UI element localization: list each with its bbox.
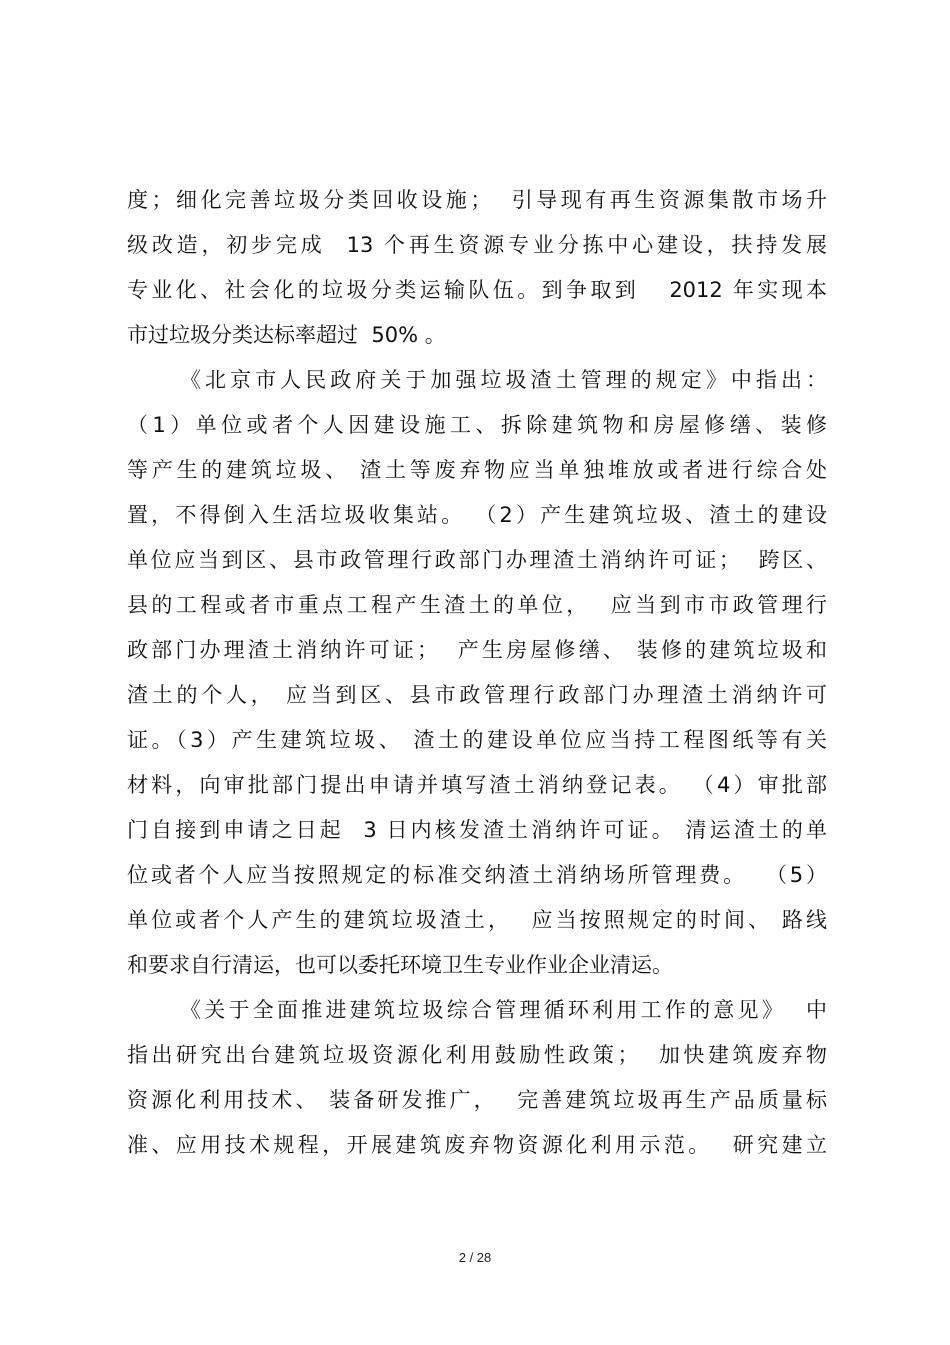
text-line: 政部门办理渣土消纳许可证； 产生房屋修缮、 装修的建筑垃圾和 bbox=[127, 638, 827, 662]
text-line: 指出研究出台建筑垃圾资源化利用鼓励性政策； 加快建筑废弃物 bbox=[127, 1043, 827, 1067]
text-line: 等产生的建筑垃圾、 渣土等废弃物应当单独堆放或者进行综合处 bbox=[127, 458, 827, 482]
text-line: 资源化利用技术、 装备研发推广， 完善建筑垃圾再生产品质量标 bbox=[127, 1088, 827, 1112]
text-line: 位或者个人应当按照规定的标准交纳渣土消纳场所管理费。 （5） bbox=[127, 863, 827, 887]
text-line: 单位应当到区、县市政管理行政部门办理渣土消纳许可证； 跨区、 bbox=[127, 548, 827, 572]
text-line: 门自接到申请之日起 3 日内核发渣土消纳许可证。 清运渣土的单 bbox=[127, 818, 827, 842]
text-line: 专业化、社会化的垃圾分类运输队伍。到争取到 2012 年实现本 bbox=[127, 278, 827, 302]
text-line: 县的工程或者市重点工程产生渣土的单位， 应当到市市政管理行 bbox=[127, 593, 827, 617]
text-line: 准、应用技术规程，开展建筑废弃物资源化利用示范。 研究建立 bbox=[127, 1133, 827, 1157]
text-line: （1）单位或者个人因建设施工、拆除建筑物和房屋修缮、装修 bbox=[127, 413, 827, 437]
text-line: 证。（3）产生建筑垃圾、 渣土的建设单位应当持工程图纸等有关 bbox=[127, 728, 827, 752]
text-line: 和要求自行清运，也可以委托环境卫生专业作业企业清运。 bbox=[127, 953, 673, 977]
text-line: 单位或者个人产生的建筑垃圾渣土， 应当按照规定的时间、 路线 bbox=[127, 908, 827, 932]
text-line: 《北京市人民政府关于加强垃圾渣土管理的规定》中指出： bbox=[180, 368, 827, 392]
text-line: 市过垃圾分类达标率超过 50% 。 bbox=[127, 323, 446, 347]
text-line: 级改造，初步完成 13 个再生资源专业分拣中心建设，扶持发展 bbox=[127, 233, 827, 257]
text-line: 渣土的个人， 应当到区、县市政管理行政部门办理渣土消纳许可 bbox=[127, 683, 827, 707]
page-number: 2 / 28 bbox=[458, 1250, 492, 1265]
text-line: 置，不得倒入生活垃圾收集站。 （2）产生建筑垃圾、渣土的建设 bbox=[127, 503, 827, 527]
text-line: 度；细化完善垃圾分类回收设施； 引导现有再生资源集散市场升 bbox=[127, 188, 827, 212]
text-line: 《关于全面推进建筑垃圾综合管理循环利用工作的意见》 中 bbox=[180, 998, 827, 1022]
text-line: 材料，向审批部门提出申请并填写渣土消纳登记表。 （4）审批部 bbox=[127, 773, 827, 797]
